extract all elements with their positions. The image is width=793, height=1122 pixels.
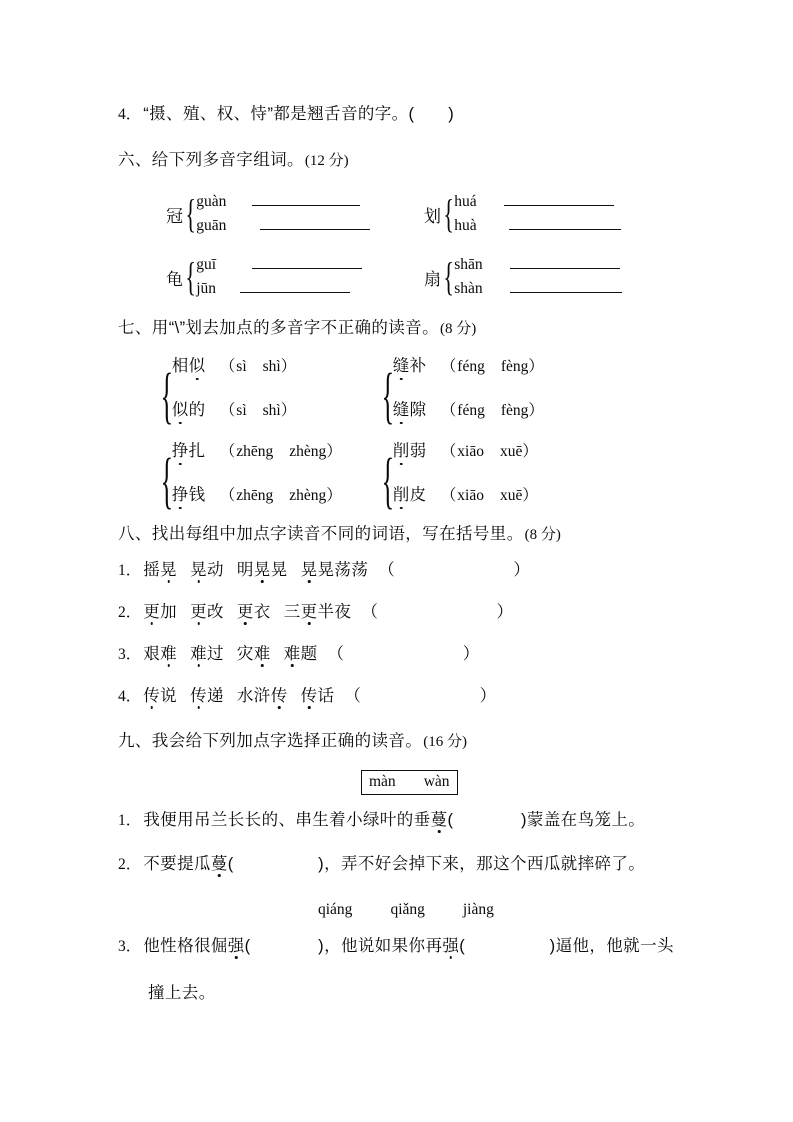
strike-row xyxy=(393,481,538,525)
brace-icon: { xyxy=(381,446,395,515)
section-eight-item-2 xyxy=(118,604,513,621)
reading-option[interactable]: zhèng xyxy=(289,487,327,504)
reading-choices[interactable] xyxy=(441,398,544,420)
paren-close: ） xyxy=(280,402,297,419)
item-words xyxy=(143,646,479,663)
brace-icon: { xyxy=(160,361,174,430)
section-six-heading xyxy=(118,152,349,169)
section-eight-score: (8 分) xyxy=(524,527,561,543)
answer-blank[interactable]: （ ） xyxy=(361,603,514,621)
dotted-char: 更 xyxy=(236,603,254,621)
sentence-post: 蒙盖在鸟笼上。 xyxy=(526,811,646,829)
brace-icon: { xyxy=(443,190,454,236)
section-seven-heading xyxy=(118,320,476,337)
paren-close: ） xyxy=(326,443,342,460)
reading-option[interactable]: féng xyxy=(457,402,485,419)
paren-close: ） xyxy=(522,443,538,460)
dotted-char: 晃 xyxy=(300,561,318,579)
polyphone-char: 划 xyxy=(424,206,441,226)
polyphone-row xyxy=(454,253,622,277)
answer-blank[interactable] xyxy=(509,214,621,230)
item-number: 1． xyxy=(118,562,142,579)
reading-option[interactable]: xuē xyxy=(499,487,523,504)
word-post: 隙 xyxy=(409,401,427,419)
pinyin-option[interactable]: qiáng xyxy=(318,901,353,918)
strike-row xyxy=(393,352,544,396)
brace-icon: { xyxy=(443,253,454,299)
sentence-mid: ，他说如果你再 xyxy=(324,937,443,955)
paren-close: ） xyxy=(528,402,544,419)
dotted-char: 缝 xyxy=(393,352,410,376)
polyphone-strike-group-feng xyxy=(381,352,544,440)
reading-option[interactable]: sì xyxy=(236,402,247,419)
word-post: 过 xyxy=(206,645,224,663)
strike-row xyxy=(172,481,342,525)
strike-word xyxy=(172,352,214,376)
paren-close: ） xyxy=(528,358,544,375)
strike-word xyxy=(393,352,435,376)
word-post: 皮 xyxy=(409,486,427,504)
word-post: 动 xyxy=(206,561,224,579)
word-post: 钱 xyxy=(188,486,206,504)
section-nine-heading xyxy=(118,733,467,750)
reading-choices[interactable] xyxy=(441,439,538,461)
word-post: 的 xyxy=(188,401,206,419)
word-post: 话 xyxy=(317,687,335,705)
item-words xyxy=(143,604,513,621)
polyphone-reading: shān xyxy=(454,256,483,273)
reading-choices[interactable] xyxy=(220,439,342,461)
dotted-char: 难 xyxy=(190,645,207,663)
reading-option[interactable]: shì xyxy=(262,402,281,419)
dotted-char: 缝 xyxy=(393,396,410,420)
answer-blank[interactable] xyxy=(240,277,350,293)
dotted-char: 晃 xyxy=(253,561,271,579)
dotted-char: 削 xyxy=(393,437,410,461)
section-nine-heading-text: 九、我会给下列加点字选择正确的读音。 xyxy=(118,732,423,750)
answer-blank[interactable] xyxy=(510,277,622,293)
reading-option[interactable]: féng xyxy=(457,358,485,375)
carryover-item-text: “摄、殖、权、恃”都是翘舌音的字。( ) xyxy=(143,105,455,123)
dotted-char: 难 xyxy=(253,645,271,663)
strike-row xyxy=(393,396,544,440)
item-number: 4． xyxy=(118,688,142,705)
polyphone-reading: jūn xyxy=(196,280,217,297)
answer-blank[interactable] xyxy=(252,253,362,269)
paren-open: （ xyxy=(219,358,236,375)
section-eight-heading xyxy=(118,526,561,543)
reading-option[interactable]: sì xyxy=(236,358,247,375)
polyphone-strike-group-si xyxy=(160,352,296,440)
dotted-char: 传 xyxy=(190,687,207,705)
polyphone-char: 龟 xyxy=(166,269,183,289)
carryover-item-number: 4． xyxy=(118,106,142,123)
reading-choices[interactable] xyxy=(441,354,544,376)
strike-row xyxy=(172,352,296,396)
item-number: 3． xyxy=(118,646,142,663)
word-pre: 三 xyxy=(283,603,301,621)
paren-open: （ xyxy=(219,443,236,460)
strike-word xyxy=(172,481,214,505)
answer-blank[interactable] xyxy=(510,253,620,269)
dotted-char: 难 xyxy=(283,645,301,663)
item-number: 2． xyxy=(118,856,142,873)
polyphone-strike-group-zheng xyxy=(160,437,342,525)
reading-option[interactable]: zhēng xyxy=(236,487,274,504)
dotted-char: 蔓 xyxy=(430,811,448,829)
reading-choices[interactable] xyxy=(220,354,296,376)
dotted-char: 似 xyxy=(189,352,206,376)
polyphone-row xyxy=(196,190,370,214)
polyphone-reading: guī xyxy=(196,256,217,273)
answer-blank[interactable] xyxy=(260,214,370,230)
polyphone-row xyxy=(196,253,362,277)
paren-open: （ xyxy=(440,487,457,504)
strike-word xyxy=(393,437,435,461)
strike-row xyxy=(393,437,538,481)
paren-close: ） xyxy=(280,358,297,375)
polyphone-row xyxy=(454,214,621,238)
polyphone-group-guan xyxy=(166,190,370,238)
paren-open: （ xyxy=(219,487,236,504)
reading-option[interactable]: fèng xyxy=(500,402,529,419)
polyphone-strike-group-xiao xyxy=(381,437,538,525)
section-seven-heading-text: 七、用“\”划去加点的多音字不正确的读音。 xyxy=(118,319,439,337)
word-pre: 灾 xyxy=(236,645,254,663)
section-eight-heading-text: 八、找出每组中加点字读音不同的词语，写在括号里。 xyxy=(118,525,524,543)
word-post: 晃 xyxy=(270,561,288,579)
answer-blank[interactable] xyxy=(504,190,614,206)
polyphone-row xyxy=(196,214,370,238)
sentence-post: ，弄不好会掉下来，那这个西瓜就摔碎了。 xyxy=(324,855,646,873)
section-nine-score: (16 分) xyxy=(423,734,467,750)
paren-open: （ xyxy=(440,358,457,375)
paren-close: ） xyxy=(522,487,538,504)
dotted-char: 难 xyxy=(160,645,178,663)
dotted-char: 更 xyxy=(143,603,161,621)
section-nine-item-3-line2: 撞上去。 xyxy=(148,984,216,1002)
dotted-char: 传 xyxy=(270,687,288,705)
strike-row xyxy=(172,396,296,440)
section-eight-item-4 xyxy=(118,688,497,705)
word-pre: 摇 xyxy=(143,561,161,579)
paren-close: ） xyxy=(326,487,342,504)
section-nine-item-2 xyxy=(118,856,645,873)
word-post: 递 xyxy=(206,687,224,705)
paren-open: （ xyxy=(440,402,457,419)
dotted-char: 传 xyxy=(143,687,161,705)
polyphone-reading: huà xyxy=(454,217,477,234)
dotted-char: 传 xyxy=(300,687,318,705)
section-seven-score: (8 分) xyxy=(439,321,477,337)
strike-row xyxy=(172,437,342,481)
polyphone-char: 冠 xyxy=(166,206,183,226)
reading-choices[interactable] xyxy=(220,483,342,505)
section-nine-item-3 xyxy=(118,938,674,955)
reading-option[interactable]: xuē xyxy=(499,443,523,460)
dotted-char: 挣 xyxy=(172,481,189,505)
brace-icon: { xyxy=(160,446,174,515)
reading-choices[interactable] xyxy=(220,398,296,420)
dotted-char: 晃 xyxy=(160,561,178,579)
carryover-item-4 xyxy=(118,106,454,123)
answer-blank[interactable]: （ ） xyxy=(378,561,531,579)
item-sentence xyxy=(143,856,645,873)
polyphone-row xyxy=(196,277,362,301)
item-sentence xyxy=(143,938,674,955)
dotted-char: 强 xyxy=(227,937,245,955)
polyphone-group-hua xyxy=(424,190,621,238)
word-post: 改 xyxy=(206,603,224,621)
word-pre: 水浒 xyxy=(236,687,271,705)
dotted-char: 削 xyxy=(393,481,410,505)
word-post: 晃荡荡 xyxy=(317,561,369,579)
word-pre: 明 xyxy=(236,561,254,579)
section-eight-item-1 xyxy=(118,562,530,579)
item-words xyxy=(143,562,530,579)
polyphone-group-gui xyxy=(166,253,362,301)
dotted-char: 似 xyxy=(172,396,189,420)
brace-icon: { xyxy=(185,253,196,299)
answer-blank[interactable]: （ ） xyxy=(327,645,480,663)
dotted-char: 更 xyxy=(300,603,318,621)
sentence-pre: 他性格很倔 xyxy=(143,937,228,955)
item-number: 3． xyxy=(118,938,142,955)
answer-blank[interactable]: （ ） xyxy=(344,687,497,705)
reading-option[interactable]: xiāo xyxy=(457,443,484,460)
dotted-char: 强 xyxy=(442,937,460,955)
pinyin-option[interactable]: jiàng xyxy=(462,901,494,918)
section-six-heading-text: 六、给下列多音字组词。 xyxy=(118,151,304,169)
polyphone-reading: guān xyxy=(196,217,227,234)
reading-option[interactable]: shì xyxy=(262,358,281,375)
polyphone-row xyxy=(454,277,622,301)
item-words xyxy=(143,688,496,705)
pinyin-option[interactable]: màn xyxy=(369,773,396,790)
reading-option[interactable]: xiāo xyxy=(457,487,484,504)
answer-blank[interactable]: ( ) xyxy=(459,937,556,955)
strike-word xyxy=(172,396,214,420)
item-sentence xyxy=(143,812,645,829)
answer-blank[interactable]: ( ) xyxy=(244,937,325,955)
dotted-char: 蔓 xyxy=(210,855,228,873)
word-pre: 相 xyxy=(171,357,189,375)
section-six-score: (12 分) xyxy=(304,153,349,169)
dotted-char: 挣 xyxy=(172,437,189,461)
reading-option[interactable]: zhēng xyxy=(236,443,274,460)
section-eight-item-3 xyxy=(118,646,480,663)
reading-option[interactable]: zhèng xyxy=(289,443,327,460)
paren-open: （ xyxy=(440,443,457,460)
polyphone-reading: huá xyxy=(454,193,477,210)
word-post: 衣 xyxy=(253,603,271,621)
pinyin-choice-row-qiang[interactable] xyxy=(318,901,494,919)
dotted-char: 更 xyxy=(190,603,207,621)
polyphone-reading: shàn xyxy=(454,280,483,297)
section-nine-item-1 xyxy=(118,812,645,829)
word-post: 题 xyxy=(300,645,318,663)
sentence-pre: 不要提瓜 xyxy=(143,855,211,873)
polyphone-reading: guàn xyxy=(196,193,227,210)
sentence-post: 逼他，他就一头 xyxy=(555,937,674,955)
polyphone-group-shan xyxy=(424,253,622,301)
brace-icon: { xyxy=(381,361,395,430)
answer-blank[interactable]: ( ) xyxy=(447,811,527,829)
word-post: 加 xyxy=(160,603,178,621)
answer-blank[interactable] xyxy=(252,190,360,206)
item-number: 2． xyxy=(118,604,142,621)
word-post: 弱 xyxy=(409,442,427,460)
answer-blank[interactable]: ( ) xyxy=(227,855,325,873)
polyphone-row xyxy=(454,190,621,214)
sentence-pre: 我便用吊兰长长的、串生着小绿叶的垂 xyxy=(143,811,431,829)
reading-choices[interactable] xyxy=(441,483,538,505)
word-pre: 艰 xyxy=(143,645,161,663)
strike-word xyxy=(393,396,435,420)
brace-icon: { xyxy=(185,190,196,236)
word-post: 说 xyxy=(160,687,178,705)
strike-word xyxy=(393,481,435,505)
word-post: 扎 xyxy=(188,442,206,460)
word-post: 补 xyxy=(409,357,427,375)
polyphone-char: 扇 xyxy=(424,269,441,289)
pinyin-choice-box-man-wan[interactable] xyxy=(361,770,458,795)
reading-option[interactable]: fèng xyxy=(500,358,529,375)
paren-open: （ xyxy=(219,402,236,419)
strike-word xyxy=(172,437,214,461)
pinyin-option[interactable]: wàn xyxy=(423,773,450,790)
dotted-char: 晃 xyxy=(190,561,207,579)
item-number: 1． xyxy=(118,812,142,829)
pinyin-option[interactable]: qiǎng xyxy=(390,901,425,918)
word-post: 半夜 xyxy=(317,603,352,621)
